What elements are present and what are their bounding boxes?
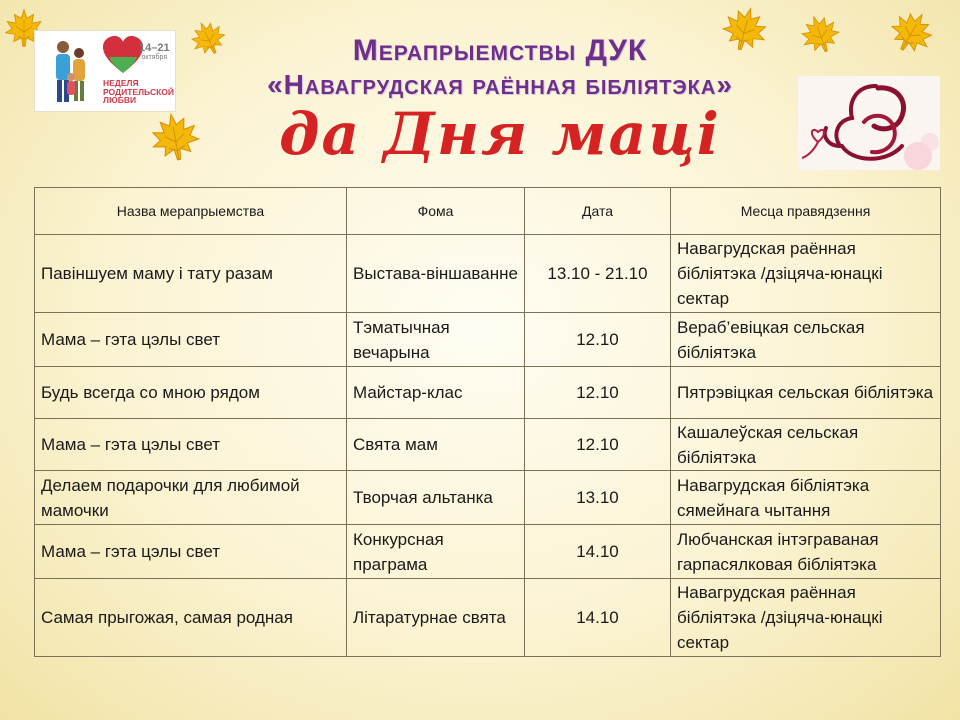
event-name: Будь всегда со мною рядом — [35, 367, 347, 419]
logo-text-line2: РОДИТЕЛЬСКОЙ — [103, 86, 174, 97]
event-date: 14.10 — [525, 525, 671, 579]
table-row — [35, 419, 941, 471]
header-form: Фома — [347, 188, 525, 235]
table-row — [35, 471, 941, 525]
event-form: Выстава-віншаванне — [347, 235, 525, 313]
mother-child-icon — [798, 76, 940, 170]
event-form: Свята мам — [347, 419, 525, 471]
family-logo-icon — [51, 37, 91, 107]
event-form: Майстар-клас — [347, 367, 525, 419]
logo-month: октября — [141, 54, 168, 61]
event-place: Навагрудская раённая бібліятэка /дзіцяча-юнацкі сектар — [671, 579, 941, 657]
table-row — [35, 525, 941, 579]
header-name: Назва мерапрыемства — [35, 188, 347, 235]
title-line-1: Мерапрыемствы ДУК — [352, 34, 648, 67]
events-table — [34, 187, 941, 657]
event-form: Літаратурнае свята — [347, 579, 525, 657]
logo-text-line3: ЛЮБВИ — [103, 95, 137, 105]
event-place: Вераб’евіцкая сельская бібліятэка — [671, 313, 941, 367]
event-place: Кашалеўская сельская бібліятэка — [671, 419, 941, 471]
event-place: Любчанская інтэграваная гарпасялковая бібліятэка — [671, 525, 941, 579]
event-form: Тэматычная вечарына — [347, 313, 525, 367]
event-place: Навагрудская бібліятэка сямейнага чытання — [671, 471, 941, 525]
event-date: 12.10 — [525, 419, 671, 471]
event-date: 12.10 — [525, 367, 671, 419]
table-header-row — [35, 188, 941, 235]
event-name: Самая прыгожая, самая родная — [35, 579, 347, 657]
table-row — [35, 235, 941, 313]
event-date: 13.10 — [525, 471, 671, 525]
title-line-2: «Навагрудская раённая бібліятэка» — [267, 69, 733, 100]
family-logo — [34, 30, 176, 112]
header-place: Месца правядзення — [671, 188, 941, 235]
maple-leaf-icon — [882, 2, 942, 62]
event-name: Мама – гэта цэлы свет — [35, 419, 347, 471]
event-form: Конкурсная праграма — [347, 525, 525, 579]
event-date: 12.10 — [525, 313, 671, 367]
event-place: Навагрудская раённая бібліятэка /дзіцяча-юнацкі сектар — [671, 235, 941, 313]
event-form: Творчая альтанка — [347, 471, 525, 525]
table-row — [35, 313, 941, 367]
event-name: Павіншуем маму і тату разам — [35, 235, 347, 313]
mother-child-picture — [798, 76, 940, 170]
event-place: Пятрэвіцкая сельская бібліятэка — [671, 367, 941, 419]
logo-dates: 14–21 — [139, 42, 170, 54]
title-line-3: да Дня маці — [279, 100, 721, 168]
event-date: 14.10 — [525, 579, 671, 657]
table-row — [35, 367, 941, 419]
event-date: 13.10 - 21.10 — [525, 235, 671, 313]
event-name: Делаем подарочки для любимой мамочки — [35, 471, 347, 525]
logo-text-line1: НЕДЕЛЯ — [103, 78, 139, 88]
table-row — [35, 579, 941, 657]
event-name: Мама – гэта цэлы свет — [35, 313, 347, 367]
event-name: Мама – гэта цэлы свет — [35, 525, 347, 579]
header-date: Дата — [525, 188, 671, 235]
